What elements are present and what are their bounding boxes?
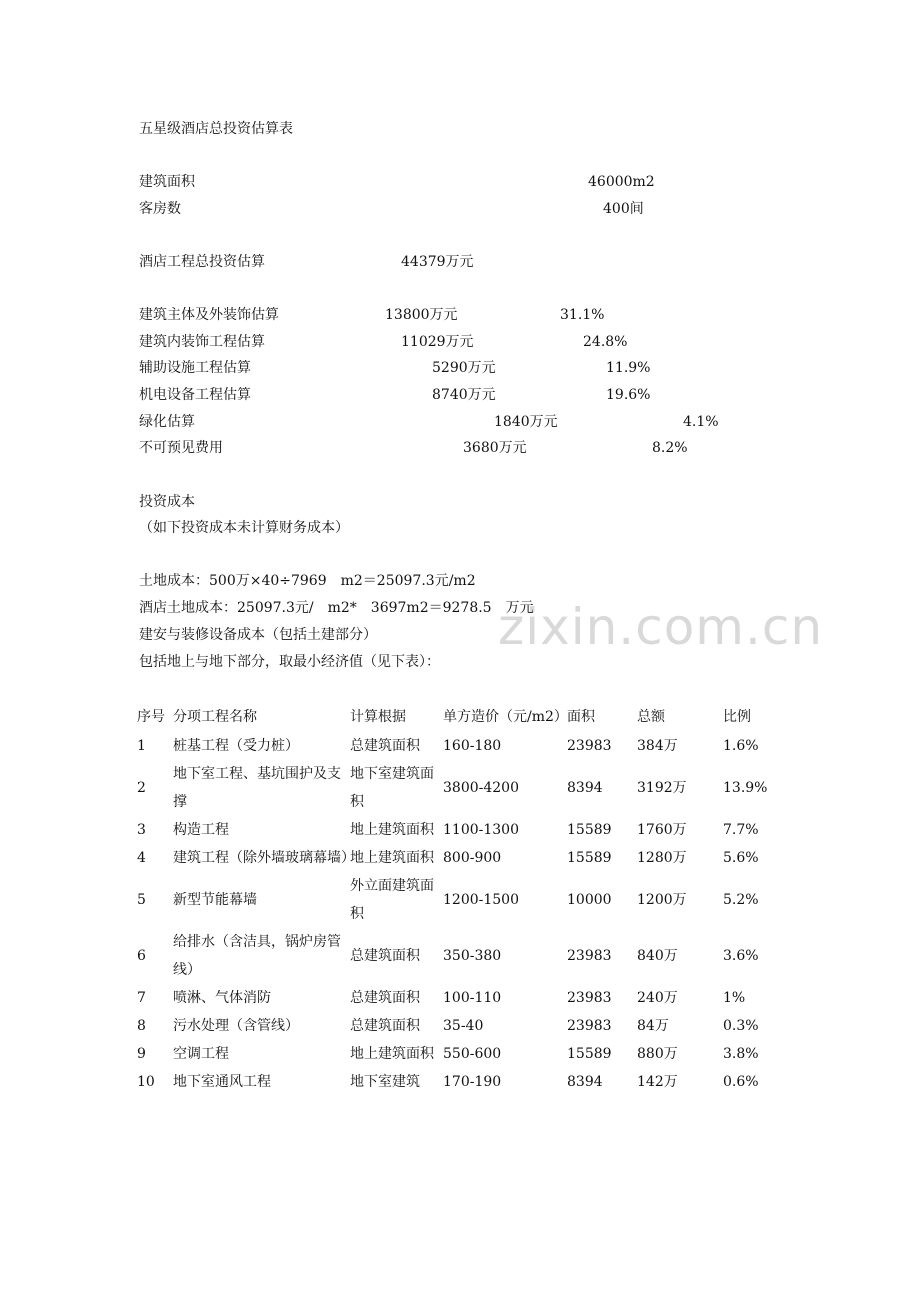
calc-basis: 总建筑面积 bbox=[350, 738, 420, 754]
ratio: 0.3% bbox=[723, 1018, 759, 1034]
calc-basis: 外立面建筑面积 bbox=[350, 878, 434, 922]
header-cell: 分项工程名称 bbox=[173, 709, 257, 725]
breakdown-amount: 13800万元 bbox=[385, 307, 458, 323]
row-index: 5 bbox=[137, 892, 146, 908]
table-header-row bbox=[137, 702, 783, 732]
total-amount: 84万 bbox=[637, 1018, 669, 1034]
cost-note: （如下投资成本未计算财务成本） bbox=[139, 520, 349, 536]
table-row bbox=[137, 872, 783, 928]
breakdown-pct: 8.2% bbox=[652, 440, 688, 456]
area: 15589 bbox=[567, 1046, 612, 1062]
calc-basis: 总建筑面积 bbox=[350, 948, 420, 964]
total-amount: 1200万 bbox=[637, 892, 687, 908]
unit-price: 350-380 bbox=[443, 948, 502, 964]
ratio: 3.6% bbox=[723, 948, 759, 964]
cost-heading: 投资成本 bbox=[139, 494, 195, 510]
item-name: 喷淋、气体消防 bbox=[173, 990, 271, 1006]
table-row bbox=[137, 1012, 783, 1040]
table-row bbox=[137, 816, 783, 844]
table-row bbox=[137, 732, 783, 760]
breakdown-amount: 8740万元 bbox=[432, 387, 496, 403]
total-amount: 1760万 bbox=[637, 822, 687, 838]
table-row bbox=[137, 760, 783, 816]
breakdown-pct: 11.9% bbox=[606, 360, 651, 376]
calc-basis: 地下室建筑面积 bbox=[350, 766, 434, 810]
breakdown-amount: 11029万元 bbox=[401, 334, 474, 350]
total-amount: 1280万 bbox=[637, 850, 687, 866]
ratio: 1% bbox=[723, 990, 746, 1006]
ratio: 3.8% bbox=[723, 1046, 759, 1062]
table-row bbox=[137, 844, 783, 872]
calc-basis: 总建筑面积 bbox=[350, 1018, 420, 1034]
ratio: 13.9% bbox=[723, 780, 768, 796]
breakdown-pct: 31.1% bbox=[560, 307, 605, 323]
area: 10000 bbox=[567, 892, 612, 908]
breakdown-amount: 3680万元 bbox=[463, 440, 527, 456]
unit-price: 35-40 bbox=[443, 1018, 484, 1034]
unit-price: 160-180 bbox=[443, 738, 502, 754]
calc-basis: 地下室建筑 bbox=[350, 1074, 420, 1090]
ratio: 1.6% bbox=[723, 738, 759, 754]
land-cost-line: 土地成本：500万×40÷7969 m2＝25097.3元/m2 bbox=[139, 573, 476, 589]
breakdown-label: 辅助设施工程估算 bbox=[139, 360, 251, 376]
breakdown-label: 机电设备工程估算 bbox=[139, 387, 251, 403]
item-name: 污水处理（含管线） bbox=[173, 1018, 299, 1034]
breakdown-amount: 1840万元 bbox=[494, 414, 558, 430]
table-row bbox=[137, 984, 783, 1012]
area: 23983 bbox=[567, 990, 612, 1006]
unit-price: 3800-4200 bbox=[443, 780, 519, 796]
header-cell: 总额 bbox=[637, 709, 665, 725]
area: 15589 bbox=[567, 850, 612, 866]
ratio: 0.6% bbox=[723, 1074, 759, 1090]
row-index: 8 bbox=[137, 1018, 146, 1034]
row-index: 3 bbox=[137, 822, 146, 838]
total-amount: 142万 bbox=[637, 1074, 678, 1090]
unit-price: 170-190 bbox=[443, 1074, 502, 1090]
area: 23983 bbox=[567, 1018, 612, 1034]
total-label: 酒店工程总投资估算 bbox=[139, 254, 265, 270]
calc-basis: 地上建筑面积 bbox=[350, 1046, 434, 1062]
breakdown-pct: 4.1% bbox=[683, 414, 719, 430]
total-amount: 3192万 bbox=[637, 780, 687, 796]
row-index: 10 bbox=[137, 1074, 155, 1090]
area: 8394 bbox=[567, 780, 603, 796]
row-index: 6 bbox=[137, 948, 146, 964]
total-amount: 240万 bbox=[637, 990, 678, 1006]
unit-price: 800-900 bbox=[443, 850, 502, 866]
info-label: 建筑面积 bbox=[139, 174, 195, 190]
ratio: 7.7% bbox=[723, 822, 759, 838]
area: 8394 bbox=[567, 1074, 603, 1090]
calc-basis: 总建筑面积 bbox=[350, 990, 420, 1006]
item-name: 给排水（含洁具，锅炉房管线） bbox=[173, 934, 341, 978]
breakdown-amount: 5290万元 bbox=[432, 360, 496, 376]
scope-note-line: 包括地上与地下部分，取最小经济值（见下表）： bbox=[139, 654, 440, 670]
table-row bbox=[137, 1040, 783, 1068]
row-index: 9 bbox=[137, 1046, 146, 1062]
breakdown-pct: 24.8% bbox=[583, 334, 628, 350]
breakdown-label: 不可预见费用 bbox=[139, 440, 223, 456]
item-name: 桩基工程（受力桩） bbox=[173, 738, 299, 754]
total-amount: 384万 bbox=[637, 738, 678, 754]
ratio: 5.2% bbox=[723, 892, 759, 908]
total-amount: 880万 bbox=[637, 1046, 678, 1062]
info-value: 400间 bbox=[603, 201, 644, 217]
item-name: 地下室工程、基坑围护及支撑 bbox=[173, 766, 341, 810]
area: 15589 bbox=[567, 822, 612, 838]
row-index: 2 bbox=[137, 780, 146, 796]
header-cell: 单方造价（元/m2） bbox=[443, 709, 568, 725]
hotel-land-cost-line: 酒店土地成本：25097.3元/ m2* 3697m2＝9278.5 万元 bbox=[139, 600, 534, 616]
item-name: 构造工程 bbox=[173, 822, 229, 838]
header-cell: 比例 bbox=[723, 709, 751, 725]
cost-table bbox=[137, 702, 783, 1096]
item-name: 空调工程 bbox=[173, 1046, 229, 1062]
header-cell: 计算根据 bbox=[350, 709, 406, 725]
item-name: 新型节能幕墙 bbox=[173, 892, 257, 908]
row-index: 7 bbox=[137, 990, 146, 1006]
unit-price: 1100-1300 bbox=[443, 822, 519, 838]
unit-price: 550-600 bbox=[443, 1046, 502, 1062]
info-value: 46000m2 bbox=[588, 174, 655, 190]
total-value: 44379万元 bbox=[401, 254, 474, 270]
item-name: 地下室通风工程 bbox=[173, 1074, 271, 1090]
total-amount: 840万 bbox=[637, 948, 678, 964]
row-index: 1 bbox=[137, 738, 146, 754]
row-index: 4 bbox=[137, 850, 146, 866]
unit-price: 1200-1500 bbox=[443, 892, 519, 908]
doc-title: 五星级酒店总投资估算表 bbox=[139, 121, 293, 137]
header-cell: 面积 bbox=[567, 709, 595, 725]
breakdown-pct: 19.6% bbox=[606, 387, 651, 403]
ratio: 5.6% bbox=[723, 850, 759, 866]
breakdown-label: 建筑主体及外装饰估算 bbox=[139, 307, 279, 323]
calc-basis: 地上建筑面积 bbox=[350, 822, 434, 838]
calc-basis: 地上建筑面积 bbox=[350, 850, 434, 866]
unit-price: 100-110 bbox=[443, 990, 502, 1006]
watermark: zixin.com.cn bbox=[498, 598, 824, 656]
table-row bbox=[137, 928, 783, 984]
area: 23983 bbox=[567, 948, 612, 964]
breakdown-label: 绿化估算 bbox=[139, 414, 195, 430]
construction-cost-line: 建安与装修设备成本（包括土建部分） bbox=[139, 627, 377, 643]
info-label: 客房数 bbox=[139, 201, 181, 217]
header-cell: 序号 bbox=[137, 709, 165, 725]
area: 23983 bbox=[567, 738, 612, 754]
item-name: 建筑工程（除外墙玻璃幕墙） bbox=[173, 850, 355, 866]
breakdown-label: 建筑内装饰工程估算 bbox=[139, 334, 265, 350]
table-row bbox=[137, 1068, 783, 1096]
